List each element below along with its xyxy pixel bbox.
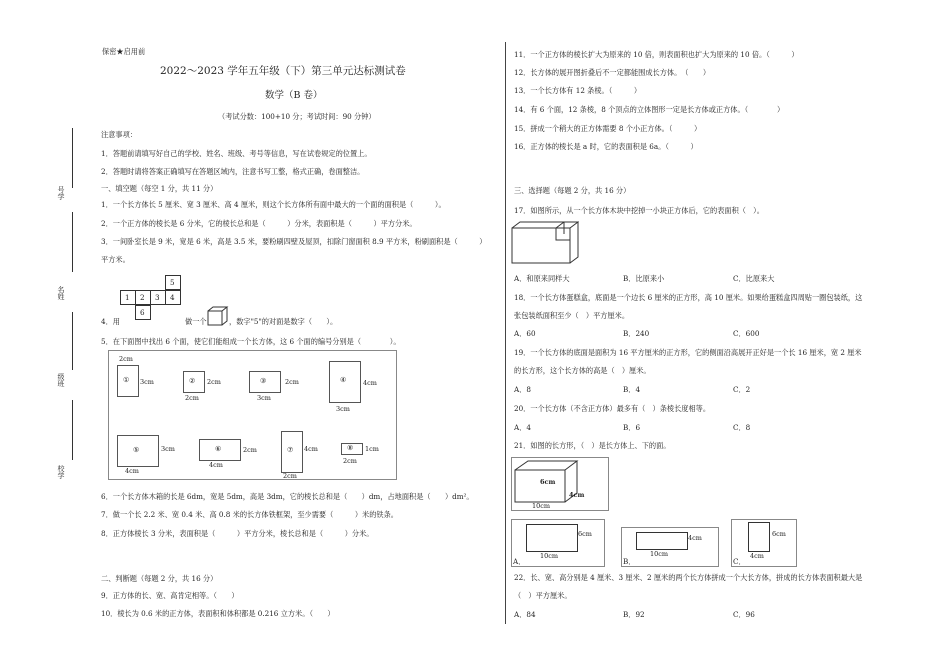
shape-7: ⑦	[281, 431, 303, 473]
question-14: 14．有 6 个面，12 条棱，8 个顶点的立体图形一定是长方体或正方体。（ ）	[514, 105, 785, 114]
rect-width: 10cm	[650, 550, 669, 558]
question-13: 13．一个长方体有 12 条棱。（ ）	[514, 86, 642, 95]
q22-option-b[interactable]: B．92	[623, 610, 645, 619]
question-4-mid: 做一个	[185, 317, 207, 326]
q18-option-c[interactable]: C．600	[733, 329, 760, 338]
rect-width: 4cm	[750, 552, 764, 560]
q20-option-b[interactable]: B．6	[623, 423, 641, 432]
question-11: 11．一个正方体的棱长扩大为原来的 10 倍，则表面积也扩大为原来的 10 倍。（ ）	[514, 50, 799, 59]
question-4: 4．用	[101, 317, 120, 326]
secret-label: 保密★启用前	[102, 47, 146, 56]
shape3-height: 2cm	[285, 378, 299, 386]
rect-height: 6cm	[578, 530, 592, 538]
question-15: 15．拼成一个稍大的正方体需要 8 个小正方体。（ ）	[514, 124, 702, 133]
cube-net-figure	[120, 275, 182, 321]
question-6: 6．一个长方体木箱的长是 6dm，宽是 5dm，高是 3dm，它的棱长总和是（ ）dm，占地面积是（ ）dm²。	[101, 492, 474, 501]
question-21: 21．如图的长方形，（ ）是长方体上、下的面。	[514, 441, 671, 450]
shape3-width: 3cm	[257, 394, 271, 402]
shape2-height: 2cm	[207, 378, 221, 386]
question-17: 17．如图所示，从一个长方体木块中挖掉一小块正方体后，它的表面积（ ）。	[514, 206, 764, 215]
question-18: 18．一个长方体蛋糕盒，底面是一个边长 6 厘米的正方形，高 10 厘米。如果给蛋糕盒四周贴一圈包装纸，这	[514, 293, 863, 302]
q21-option-a-figure[interactable]	[511, 519, 605, 567]
shape-2: ②	[183, 371, 205, 393]
question-22-cont: （ ）平方厘米。	[514, 591, 572, 600]
q22-option-a[interactable]: A．84	[514, 610, 536, 619]
shape-3: ③	[249, 371, 281, 393]
question-10: 10．棱长为 0.6 米的正方体，表面积和体积都是 0.216 立方米。（ ）	[101, 609, 335, 618]
option-letter: B．	[623, 557, 636, 566]
rect-10x6	[526, 524, 578, 552]
question-5: 5．在下面图中找出 6 个面，使它们能组成一个长方体，这 6 个面的编号分别是（ ）。	[101, 337, 401, 346]
q19-option-b[interactable]: B．4	[623, 385, 641, 394]
exam-title: 2022～2023 学年五年级（下）第三单元达标测试卷	[160, 65, 406, 77]
section2-heading: 二、判断题（每题 2 分，共 16 分）	[101, 574, 218, 583]
question-22: 22．长、宽、高分别是 4 厘米、3 厘米、2 厘米的两个长方体拼成一个大长方体，拼成的长方体表面积最大是	[514, 573, 863, 582]
rect-4x6	[748, 522, 770, 552]
binding-line	[72, 400, 73, 460]
shape6-width: 4cm	[209, 461, 223, 469]
q18-option-b[interactable]: B．240	[623, 329, 650, 338]
net-cell: 4	[165, 290, 181, 305]
question-4-end: ，数字"5"的对面是数字（ ）。	[229, 317, 338, 326]
net-cell: 5	[165, 275, 181, 290]
q19-option-c[interactable]: C．2	[733, 385, 751, 394]
notes-heading: 注意事项：	[101, 130, 137, 139]
question-3-cont: 平方米。	[101, 255, 130, 264]
q20-option-a[interactable]: A．4	[514, 423, 531, 432]
shape2-width: 2cm	[185, 394, 199, 402]
section1-heading: 一、填空题（每空 1 分，共 11 分）	[101, 184, 218, 193]
shape1-height: 3cm	[140, 378, 154, 386]
q21-option-c-figure[interactable]	[731, 519, 797, 567]
shape5-height: 3cm	[161, 445, 175, 453]
note-item: 2．答题时请将答案正确填写在答题区域内，注意书写工整，格式正确，卷面整洁。	[101, 167, 365, 176]
shape4-width: 3cm	[336, 405, 350, 413]
question-19: 19．一个长方体的底面是面积为 16 平方厘米的正方形，它的侧面沿高展开正好是一个长 16 厘米，宽 2 厘米	[514, 348, 862, 357]
section3-heading: 三、选择题（每题 2 分，共 16 分）	[514, 186, 631, 195]
shape-4: ④	[329, 361, 361, 403]
question-2: 2．一个正方体的棱长是 6 分米，它的棱长总和是（ ）分米，表面积是（ ）平方分米。	[101, 219, 417, 228]
cuboid-label-c: 10cm	[532, 502, 551, 510]
shape5-width: 4cm	[125, 467, 139, 475]
question-18-cont: 张包装纸面积至少（ ）平方厘米。	[514, 311, 630, 320]
binding-seat-label: 号学	[57, 186, 65, 200]
shape4-height: 4cm	[363, 379, 377, 387]
q17-option-b[interactable]: B．比原来小	[623, 274, 665, 283]
shape1-width: 2cm	[119, 355, 133, 363]
cuboid-label-a: 6cm	[540, 478, 556, 486]
shape-6: ⑥	[199, 439, 241, 461]
shape-8: ⑧	[341, 443, 363, 455]
rect-width: 10cm	[540, 552, 559, 560]
question-8: 8．正方体棱长 3 分米，表面积是（ ）平方分米，棱长总和是（ ）分米。	[101, 529, 374, 538]
shape-5: ⑤	[117, 435, 159, 467]
question-12: 12．长方体的展开图折叠后不一定都能围成长方体。 （ ）	[514, 68, 711, 77]
q18-option-a[interactable]: A．60	[514, 329, 536, 338]
question-1: 1．一个长方体长 5 厘米、宽 3 厘米、高 4 厘米，则这个长方体所有面中最大的一个面的面积是（ ）。	[101, 200, 446, 209]
cuboid-label-b: 4cm	[569, 491, 585, 499]
note-item: 1．答题前请填写好自己的学校、姓名、班级、考号等信息，写在试卷规定的位置上。	[101, 149, 372, 158]
question-19-cont: 的长方形，这个长方体的高是（ ）厘米。	[514, 366, 651, 375]
q17-cuboid-figure	[511, 221, 579, 265]
shape-1: ①	[117, 365, 139, 397]
shape8-height: 1cm	[365, 445, 379, 453]
net-cell: 6	[135, 305, 151, 320]
q21-option-b-figure[interactable]	[621, 527, 719, 567]
q20-option-c[interactable]: C．8	[733, 423, 751, 432]
net-cell: 2	[135, 290, 151, 305]
q22-option-c[interactable]: C．96	[733, 610, 755, 619]
q19-option-a[interactable]: A．8	[514, 385, 531, 394]
binding-line	[72, 212, 73, 272]
q5-shapes-figure	[108, 350, 397, 480]
q17-option-a[interactable]: A．和原来同样大	[514, 274, 570, 283]
binding-line	[72, 128, 73, 188]
exam-info: （考试分数：100+10 分；考试时间：90 分钟）	[218, 112, 376, 121]
question-7: 7．做一个长 2.2 米、宽 0.4 米、高 0.8 米的长方体铁框架，至少需要（ ）米的铁条。	[101, 510, 398, 519]
exam-subject: 数学（B 卷）	[265, 90, 323, 101]
column-divider	[505, 42, 506, 624]
question-16: 16．正方体的棱长是 a 时，它的表面积是 6a。（ ）	[514, 142, 698, 151]
binding-name-label: 名姓	[57, 286, 65, 300]
net-cell: 1	[120, 290, 136, 305]
shape7-height: 4cm	[304, 445, 318, 453]
cube-icon	[207, 306, 229, 326]
shape8-width: 2cm	[343, 457, 357, 465]
rect-height: 6cm	[772, 530, 786, 538]
option-letter: A．	[513, 557, 526, 566]
question-20: 20．一个长方体（不含正方体）最多有（ ）条棱长度相等。	[514, 404, 711, 413]
question-3: 3．一间卧室长是 9 米，宽是 6 米，高是 3.5 米，要粉刷四壁及屋顶，扣除门窗面积 8.9 平方米，粉刷面积是（ ）	[101, 237, 487, 246]
shape7-width: 2cm	[283, 472, 297, 480]
question-9: 9．正方体的长、宽、高肯定相等。（ ）	[101, 591, 239, 600]
rect-height: 4cm	[688, 534, 702, 542]
shape6-height: 2cm	[243, 446, 257, 454]
binding-school-label: 校学	[57, 465, 65, 479]
rect-10x4	[636, 532, 688, 550]
net-cell: 3	[150, 290, 166, 305]
q17-option-c[interactable]: C．比原来大	[733, 274, 775, 283]
option-letter: C．	[733, 557, 746, 566]
binding-line	[72, 312, 73, 370]
binding-class-label: 级班	[57, 373, 65, 387]
q21-cuboid-figure	[511, 457, 609, 511]
